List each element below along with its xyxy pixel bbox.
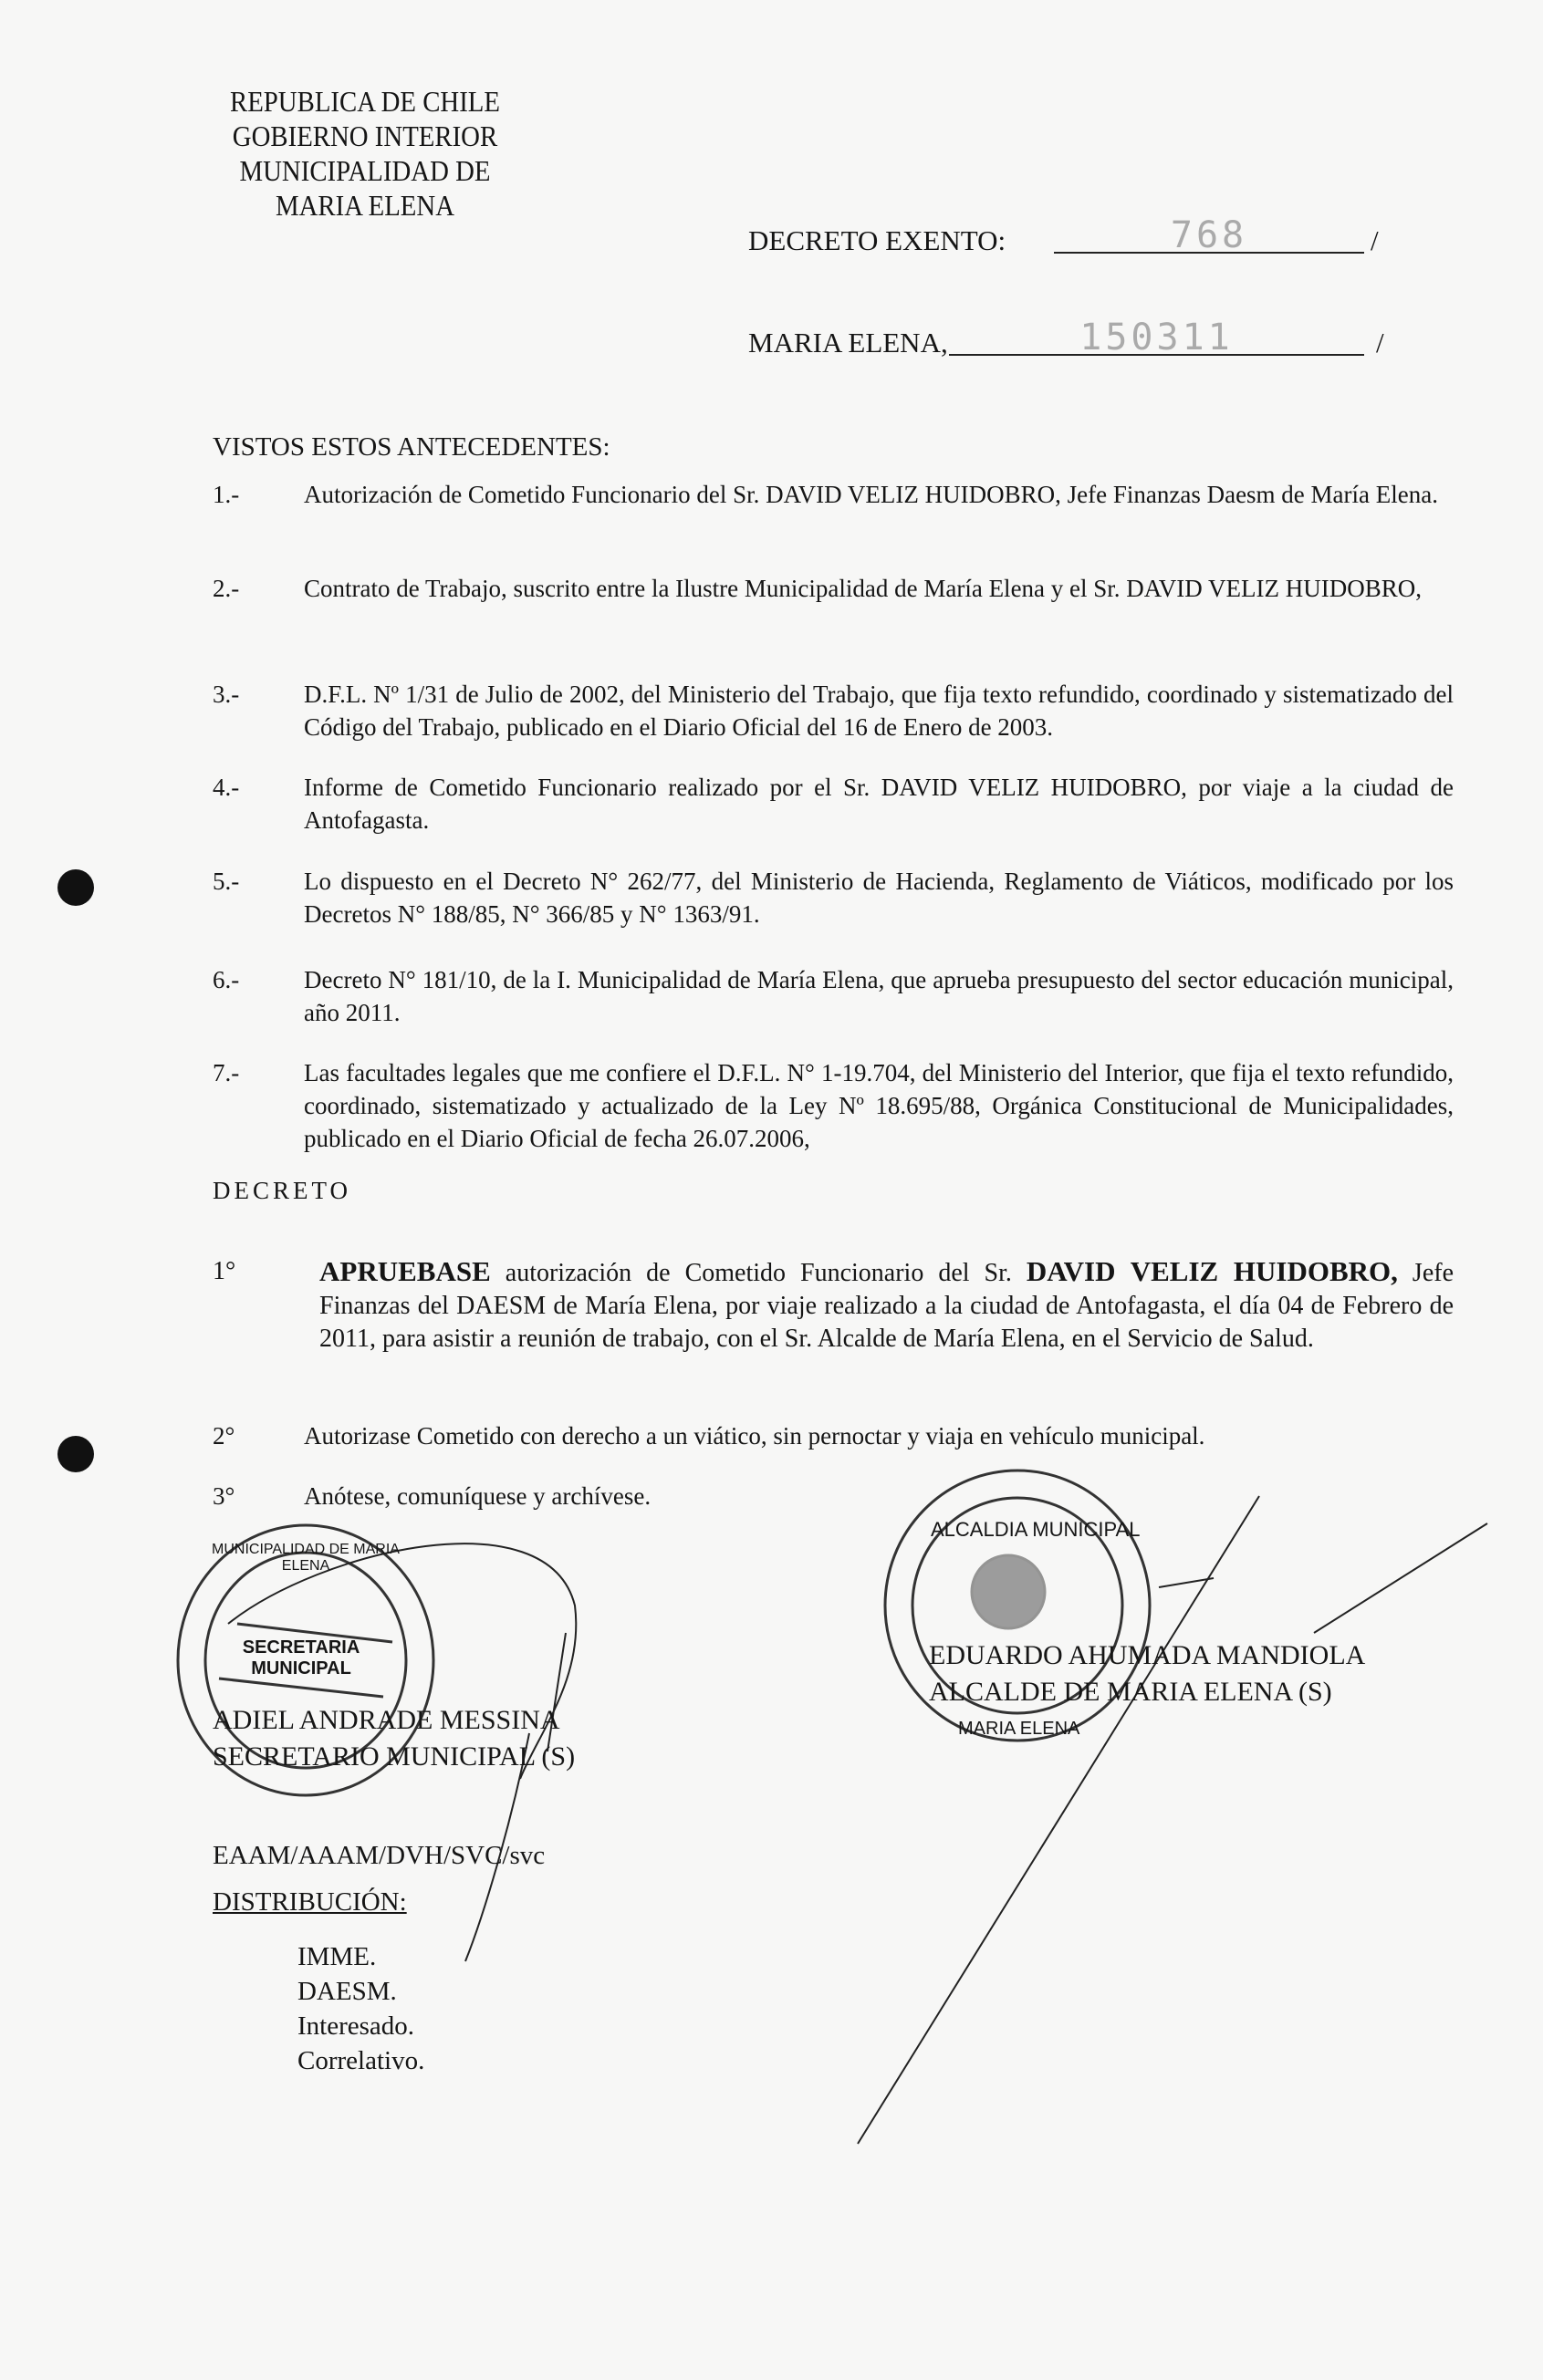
distribution-item: IMME. <box>297 1942 377 1971</box>
item-number: 2° <box>213 1422 235 1450</box>
secretary-title: SECRETARIO MUNICIPAL (S) <box>213 1741 576 1772</box>
slash: / <box>1376 327 1384 359</box>
item-number: 3° <box>213 1482 235 1510</box>
item-number: 1° <box>213 1257 236 1285</box>
mayor-title: ALCALDE DE MARIA ELENA (S) <box>929 1677 1332 1707</box>
bold-text: DAVID VELIZ HUIDOBRO, <box>1026 1255 1398 1287</box>
item-text: Anótese, comuníquese y archívese. <box>304 1482 652 1510</box>
distribution-item: DAESM. <box>297 1977 397 2006</box>
mayor-name: EDUARDO AHUMADA MANDIOLA <box>929 1640 1366 1670</box>
decree-number-label: DECRETO EXENTO: <box>748 224 1006 256</box>
distribution-item: Correlativo. <box>297 2046 425 2075</box>
mayor-signature-block <box>929 1637 1365 1710</box>
decreto-title: DECRETO <box>213 1177 352 1204</box>
secretary-name: ADIEL ANDRADE MESSINA <box>213 1705 560 1735</box>
place-label: MARIA ELENA, <box>748 327 948 359</box>
distribution-list <box>297 1939 424 2078</box>
item-number: 5.- <box>213 868 240 895</box>
distribution-item: Interesado. <box>297 2011 415 2041</box>
item-text: Autorización de Cometido Funcionario del Sr. DAVID VELIZ HUIDOBRO, Jefe Finanzas Daesm de María Elena. <box>304 481 1438 508</box>
alcaldia-stamp-bottom-text: MARIA ELENA <box>958 1719 1080 1739</box>
text: autorización de Cometido Funcionario del Sr. <box>490 1259 1027 1287</box>
secretary-signature-block <box>213 1702 575 1775</box>
item-number: 2.- <box>213 575 240 602</box>
item-number: 1.- <box>213 481 240 508</box>
item-number: 3.- <box>213 681 240 708</box>
item-number: 7.- <box>213 1059 240 1086</box>
item-text: Decreto N° 181/10, de la I. Municipalidad de María Elena, que aprueba presupuesto del sector educación municipal, año 2011. <box>304 966 1454 1026</box>
alcaldia-stamp-text: ALCALDIA MUNICIPAL <box>931 1518 1141 1541</box>
slash: / <box>1371 224 1379 256</box>
item-text: Las facultades legales que me confiere el D.F.L. N° 1-19.704, del Ministerio del Interior, que fija el texto refundido, coordinado, sistematizado y actualizado de la Ley Nº 18.695/88, Orgánica Constitucional de Municipalidades, publicado en el Diario Oficial de fecha 26.07.2006, <box>304 1059 1454 1152</box>
item-number: 6.- <box>213 966 240 993</box>
distribution-title: DISTRIBUCIÓN: <box>213 1887 407 1917</box>
text: Jefe Finanzas del DAESM de María Elena, por viaje realizado a la ciudad de Antofagasta, el día 04 de Febrero de 2011, para asistir a reunión de trabajo, con el Sr. Alcalde de María Elena, en el Servicio de Salud. <box>319 1259 1454 1353</box>
item-text: Informe de Cometido Funcionario realizado por el Sr. DAVID VELIZ HUIDOBRO, por viaje a la ciudad de Antofagasta. <box>304 774 1454 834</box>
letterhead-line: MARIA ELENA <box>275 189 454 222</box>
initials: EAAM/AAAM/DVH/SVC/svc <box>213 1841 546 1870</box>
letterhead-line: REPUBLICA DE CHILE <box>229 85 500 118</box>
letterhead-line: GOBIERNO INTERIOR <box>232 120 498 152</box>
item-text: Lo dispuesto en el Decreto N° 262/77, del Ministerio de Hacienda, Reglamento de Viáticos, modificado por los Decretos N° 188/85, N° 366/85 y N° 1363/91. <box>304 868 1454 928</box>
item-number: 4.- <box>213 774 240 801</box>
item-text: Contrato de Trabajo, suscrito entre la Ilustre Municipalidad de María Elena y el Sr. DAVID VELIZ HUIDOBRO, <box>304 575 1423 602</box>
item-text: Autorizase Cometido con derecho a un viático, sin pernoctar y viaja en vehículo municipal. <box>304 1422 1205 1450</box>
letterhead-line: MUNICIPALIDAD DE <box>239 154 491 187</box>
date-value: 150311 <box>949 321 1364 356</box>
bold-text: APRUEBASE <box>319 1255 491 1287</box>
item-text: D.F.L. Nº 1/31 de Julio de 2002, del Ministerio del Trabajo, que fija texto refundido, coordinado y sistematizado del Código del Trabajo, publicado en el Diario Oficial del 16 de Enero de 2003. <box>304 681 1454 741</box>
decree-number-value: 768 <box>1054 219 1364 254</box>
secretaria-stamp-ring-text: MUNICIPALIDAD DE MARIA ELENA <box>212 1542 400 1574</box>
secretaria-stamp-text: SECRETARIA MUNICIPAL <box>242 1637 360 1678</box>
vistos-title: VISTOS ESTOS ANTECEDENTES: <box>213 432 610 462</box>
